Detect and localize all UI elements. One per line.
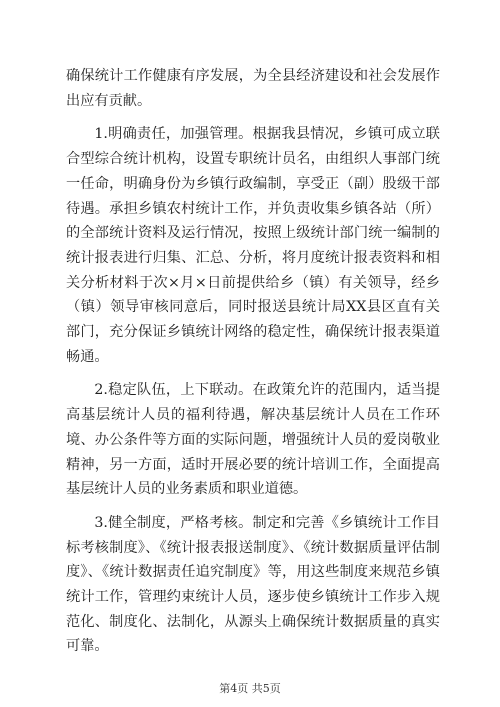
paragraph-3: 3.健全制度，严格考核。制定和完善《乡镇统计工作目标考核制度》、《统计报表报送制度》、《统计数据质量评估制度》、《统计数据责任追究制度》等，用这些制度来规范乡镇统计工作，管理约束统计人员，逐步使乡镇统计工作步入规范化、制度化、法制化，从源头上确保统计数据质量的真实可靠。	[66, 514, 440, 655]
body-text	[66, 64, 440, 668]
paragraph-1: 1.明确责任，加强管理。根据我县情况，乡镇可成立联合型综合统计机构，设置专职统计员名，由组织人事部门统一任命，明确身份为乡镇行政编制，享受正（副）股级干部待遇。承担乡镇农村统计工作，并负责收集乡镇各站（所）的全部统计资料及运行情况，按照上级统计部门统一编制的统计报表进行归集、汇总、分析，将月度统计报表资料和相关分析材料于次×月×日前提供给乡（镇）有关领导，经乡（镇）领导审核同意后，同时报送县统计局XX县区直有关部门，充分保证乡镇统计网络的稳定性，确保统计报表渠道畅通。	[66, 126, 440, 365]
paragraph-2: 2.稳定队伍，上下联动。在政策允许的范围内，适当提高基层统计人员的福利待遇，解决基层统计人员在工作环境、办公条件等方面的实际问题，增强统计人员的爱岗敬业精神，另一方面，适时开展必要的统计培训工作，全面提高基层统计人员的业务素质和职业道德。	[66, 382, 440, 498]
paragraph-continuation: 确保统计工作健康有序发展，为全县经济建设和社会发展作出应有贡献。	[66, 68, 440, 109]
page-number-footer: 第4页 共5页	[219, 682, 281, 695]
